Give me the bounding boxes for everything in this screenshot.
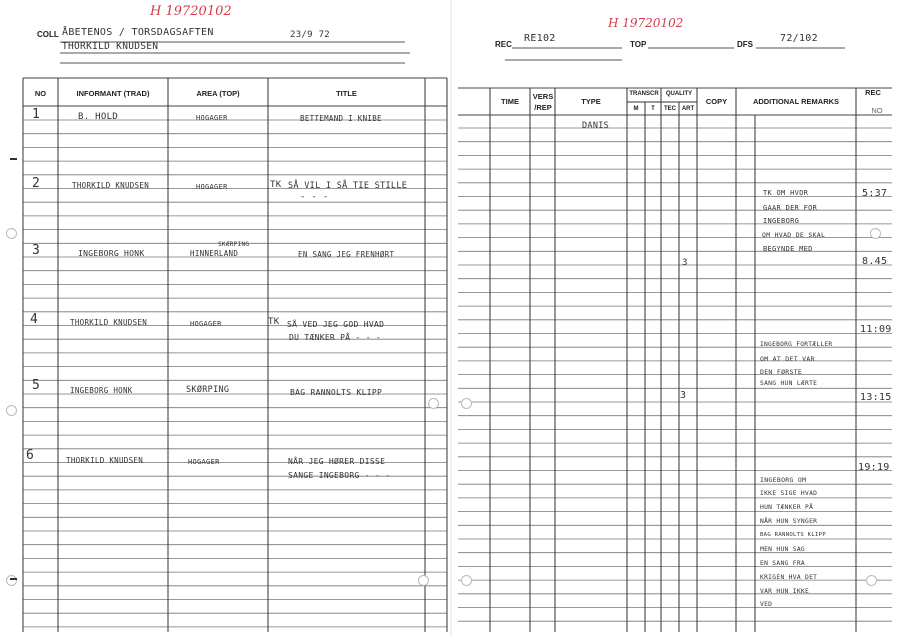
col-additional-remarks: ADDITIONAL REMARKS [752,97,840,106]
entry-area: SKØRPING [186,385,230,395]
col-m: M [633,106,639,112]
remark-line: INGEBORG OM [760,476,807,484]
col-title: TITLE [336,89,357,98]
entry-title: BAG RANNOLTS KLIPP [290,388,383,397]
quality-mark: 3 [680,390,687,401]
entry-area: HOGAGER [196,183,228,191]
col-copy: COPY [705,97,728,106]
entry-no: 6 [26,448,35,463]
binder-hole [461,398,472,409]
entry-title: EN SANG JEG FRENHØRT [298,250,395,259]
entry-title: NÅR JEG HØRER DISSE [288,457,386,466]
entry-informant: INGEBORG HONK [78,249,145,258]
entry-informant: B. HOLD [78,112,119,122]
rec-value: RE102 [524,33,556,44]
remark-line: TK OM HVOR [763,189,809,197]
margin-mark [10,578,17,580]
rec-time: 19:19 [858,462,890,473]
entry-no: 1 [32,107,41,122]
entry-informant: THORKILD KNUDSEN [72,181,150,190]
remark-line: MEN HUN SAG [760,546,806,553]
rec-time: 8.45 [862,256,888,267]
col-quality: QUALITY [665,91,693,97]
col-transcr: TRANSCR [629,91,659,97]
entry-informant: INGEBORG HONK [70,386,133,395]
col-vers-rep: VERS /REP [532,92,554,112]
remark-line: BAG RANNOLTS KLIPP [760,532,827,538]
col-t: T [651,106,655,112]
remark-line: DEN FØRSTE [760,368,803,376]
entry-title: BETTEMAND I KNIBE [300,114,382,123]
dfs-value: 72/102 [780,33,818,44]
entry-tk: TK [268,317,280,327]
binder-hole [870,228,881,239]
entry-title-line2: SANGE INGEBORG - - - [288,471,391,480]
entry-informant: THORKILD KNUDSEN [70,318,148,327]
col-tec: TEC [664,106,676,112]
entry-informant: THORKILD KNUDSEN [66,456,144,465]
rec-time: 13:15 [860,392,892,403]
rec-time: 11:09 [860,324,892,335]
remark-line: NÅR HUN SYNGER [760,518,818,525]
rec-time: 5:37 [862,188,888,199]
col-no: NO [34,89,47,98]
entry-no: 3 [32,243,41,258]
type-note: DANIS [582,121,610,131]
entry-tk: TK [270,180,282,190]
binder-hole [461,575,472,586]
entry-title-line2: - - - [300,192,329,202]
binder-hole [428,398,439,409]
remark-line: SANG HUN LÆRTE [760,380,818,387]
remark-line: IKKE SIGE HVAD [760,490,818,497]
entry-title: SÅ VIL I SÅ TIE STILLE [288,181,408,191]
col-time: TIME [501,97,519,106]
col-type: TYPE [581,97,601,106]
dfs-label: DFS [737,40,753,49]
remark-line: VED [760,601,773,608]
col-informant: INFORMANT (TRAD) [76,89,150,98]
remark-line: INGEBORG [763,217,800,225]
margin-mark [10,158,17,160]
entry-no: 2 [32,176,41,191]
rec-label: REC [495,40,512,49]
coll-name: THORKILD KNUDSEN [62,41,159,52]
entry-area: HOGAGER [188,458,220,466]
archive-id-left: H 19720102 [150,4,232,19]
col-rec: REC [865,88,881,97]
binder-hole [6,405,17,416]
coll-date: 23/9 72 [290,30,331,40]
remark-line: OM AT DET VAR [760,355,815,363]
entry-area: HOGAGER [196,114,228,122]
col-area: AREA (TOP) [196,89,240,98]
entry-area: HOGAGER [190,320,222,328]
coll-label: COLL [37,30,59,39]
archive-id-right: H 19720102 [608,16,684,30]
remark-line: HUN TÆNKER PÅ [760,504,814,511]
remark-line: GAAR DER FOR [763,204,818,212]
remark-line: KRIGEN HVA DET [760,574,818,581]
binder-hole [6,228,17,239]
entry-title: SÅ VED JEG GOD HVAD [287,320,385,329]
top-label: TOP [630,40,647,49]
binder-hole [418,575,429,586]
col-art: ART [681,106,695,112]
entry-area-small: SKÆRPING [218,241,250,248]
entry-title-line2: DU TÆNKER PÅ - - - [289,333,382,342]
coll-value: ÅBETENOS / TORSDAGSAFTEN [62,27,214,38]
col-rec-no: NO [871,106,883,115]
remark-line: OM HVAD DE SKAL [762,231,826,239]
binder-hole [866,575,877,586]
quality-mark: 3 [682,258,688,268]
entry-no: 4 [30,312,39,327]
entry-area: HINNERLAND [190,249,239,258]
remark-line: BEGYNDE MED [763,245,813,253]
remark-line: VAR HUN IKKE [760,588,810,595]
remark-line: EN SANG FRA [760,560,806,567]
binder-hole [6,575,17,586]
entry-no: 5 [32,378,41,393]
remark-line: INGEBORG FORTÆLLER [760,341,833,348]
